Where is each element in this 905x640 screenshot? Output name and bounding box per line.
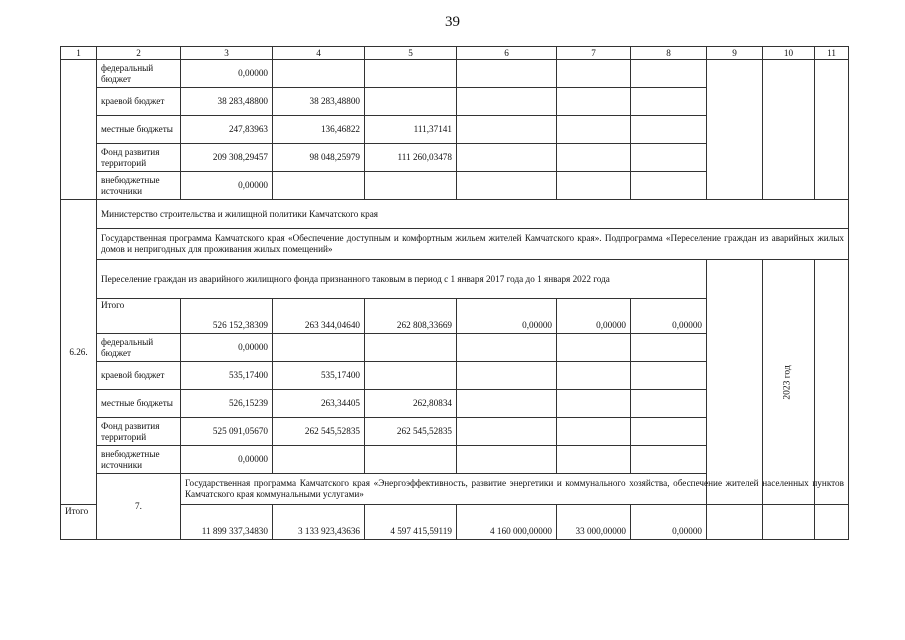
value-cell	[557, 60, 631, 88]
value-cell: 526,15239	[181, 390, 273, 418]
source-label: Фонд развития территорий	[97, 144, 181, 172]
value-cell: 535,17400	[273, 362, 365, 390]
value-cell: 262 545,52835	[273, 418, 365, 446]
value-cell	[273, 446, 365, 474]
value-cell	[557, 88, 631, 116]
value-cell: 247,83963	[181, 116, 273, 144]
value-cell	[631, 88, 707, 116]
header-cell: 8	[631, 47, 707, 60]
value-cell	[557, 144, 631, 172]
total-label: Итого	[61, 505, 97, 540]
header-cell: 11	[815, 47, 849, 60]
value-cell	[457, 172, 557, 200]
ministry-name: Министерство строительства и жилищной политики Камчатского края	[97, 200, 849, 229]
value-cell	[457, 390, 557, 418]
header-cell: 4	[273, 47, 365, 60]
col9-cell	[707, 505, 763, 540]
value-cell: 111,37141	[365, 116, 457, 144]
source-label: краевой бюджет	[97, 88, 181, 116]
value-cell: 0,00000	[181, 60, 273, 88]
source-label: внебюджетные источники	[97, 446, 181, 474]
header-cell: 6	[457, 47, 557, 60]
header-cell: 5	[365, 47, 457, 60]
col9-cell	[707, 60, 763, 200]
col11-cell	[815, 505, 849, 540]
value-cell: 263,34405	[273, 390, 365, 418]
col9-cell	[707, 260, 763, 505]
value-cell: 0,00000	[181, 172, 273, 200]
value-cell	[631, 334, 707, 362]
source-label: внебюджетные источники	[97, 172, 181, 200]
value-cell: 263 344,04640	[273, 299, 365, 334]
value-cell: 0,00000	[457, 299, 557, 334]
section-number: 7.	[97, 474, 181, 540]
col11-cell	[815, 260, 849, 505]
value-cell	[631, 60, 707, 88]
source-label: федеральный бюджет	[97, 334, 181, 362]
total-label: Итого	[97, 299, 181, 334]
source-label: местные бюджеты	[97, 116, 181, 144]
table-row	[61, 260, 849, 299]
value-cell	[557, 418, 631, 446]
value-cell: 262 808,33669	[365, 299, 457, 334]
value-cell: 262,80834	[365, 390, 457, 418]
value-cell: 0,00000	[631, 505, 707, 540]
value-cell: 38 283,48800	[273, 88, 365, 116]
value-cell: 3 133 923,43636	[273, 505, 365, 540]
program-name: Государственная программа Камчатского края «Обеспечение доступным и комфортным жильем жителей Камчатского края». Подпрограмма «Переселение граждан из аварийных жилых домов и непригодных для проживания жилых помещений»	[97, 229, 849, 260]
event-name: Переселение граждан из аварийного жилищного фонда признанного таковым в период с 1 января 2017 года до 1 января 2022 года	[97, 260, 707, 299]
value-cell	[457, 334, 557, 362]
value-cell: 535,17400	[181, 362, 273, 390]
source-label: федеральный бюджет	[97, 60, 181, 88]
value-cell	[557, 116, 631, 144]
table-row	[61, 60, 849, 88]
table-row	[61, 474, 849, 505]
value-cell	[273, 172, 365, 200]
header-cell: 2	[97, 47, 181, 60]
table-row	[61, 200, 849, 229]
row-number-cell	[61, 60, 97, 200]
value-cell: 0,00000	[557, 299, 631, 334]
value-cell	[365, 172, 457, 200]
value-cell	[457, 144, 557, 172]
value-cell: 4 597 415,59119	[365, 505, 457, 540]
value-cell	[457, 362, 557, 390]
col10-cell	[763, 60, 815, 200]
value-cell	[365, 88, 457, 116]
value-cell	[457, 88, 557, 116]
value-cell	[273, 334, 365, 362]
value-cell: 33 000,00000	[557, 505, 631, 540]
value-cell	[631, 144, 707, 172]
value-cell	[557, 334, 631, 362]
value-cell	[365, 60, 457, 88]
value-cell	[557, 362, 631, 390]
section-number: 6.26.	[61, 200, 97, 505]
header-cell: 10	[763, 47, 815, 60]
program-name: Государственная программа Камчатского края «Энергоэффективность, развитие энергетики и коммунального хозяйства, обеспечение жителей населенных пунктов Камчатского края коммунальными услугами»	[181, 474, 849, 505]
value-cell	[631, 116, 707, 144]
value-cell	[457, 446, 557, 474]
value-cell: 98 048,25979	[273, 144, 365, 172]
value-cell: 262 545,52835	[365, 418, 457, 446]
value-cell: 209 308,29457	[181, 144, 273, 172]
value-cell: 526 152,38309	[181, 299, 273, 334]
value-cell: 38 283,48800	[181, 88, 273, 116]
value-cell	[457, 116, 557, 144]
value-cell	[631, 446, 707, 474]
header-row	[61, 47, 849, 60]
value-cell: 136,46822	[273, 116, 365, 144]
value-cell	[365, 334, 457, 362]
budget-table	[60, 46, 849, 540]
value-cell: 525 091,05670	[181, 418, 273, 446]
value-cell: 11 899 337,34830	[181, 505, 273, 540]
value-cell	[631, 172, 707, 200]
col11-cell	[815, 60, 849, 200]
page-number: 39	[445, 14, 460, 30]
value-cell: 0,00000	[181, 334, 273, 362]
table-row	[61, 229, 849, 260]
value-cell	[631, 390, 707, 418]
value-cell	[631, 362, 707, 390]
value-cell	[365, 362, 457, 390]
header-cell: 3	[181, 47, 273, 60]
header-cell: 7	[557, 47, 631, 60]
value-cell	[457, 60, 557, 88]
year-cell	[763, 260, 815, 505]
value-cell: 111 260,03478	[365, 144, 457, 172]
source-label: Фонд развития территорий	[97, 418, 181, 446]
value-cell: 4 160 000,00000	[457, 505, 557, 540]
value-cell	[557, 446, 631, 474]
value-cell	[273, 60, 365, 88]
year-label: 2023 год	[782, 365, 793, 400]
value-cell: 0,00000	[631, 299, 707, 334]
value-cell	[365, 446, 457, 474]
value-cell	[557, 390, 631, 418]
header-cell: 9	[707, 47, 763, 60]
value-cell	[457, 418, 557, 446]
value-cell	[557, 172, 631, 200]
value-cell: 0,00000	[181, 446, 273, 474]
source-label: краевой бюджет	[97, 362, 181, 390]
value-cell	[631, 418, 707, 446]
col10-cell	[763, 505, 815, 540]
header-cell: 1	[61, 47, 97, 60]
source-label: местные бюджеты	[97, 390, 181, 418]
